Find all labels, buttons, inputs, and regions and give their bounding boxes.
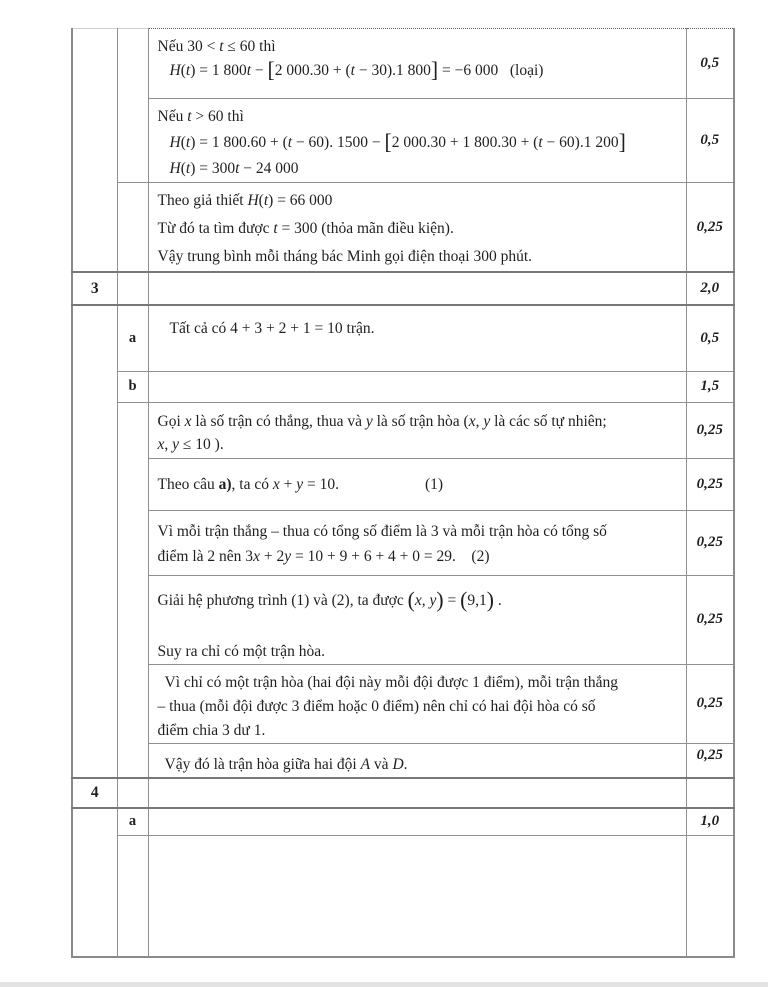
answer-cell-q3b-step6 (148, 743, 686, 778)
points-cell-empty (686, 778, 734, 808)
answer-cell-empty (148, 371, 686, 402)
text-line: Vậy đó là trận hòa giữa hai đội A và D. (164, 755, 408, 773)
points-cell: 0,25 (686, 743, 734, 778)
points-cell: 0,5 (686, 305, 734, 371)
subpart-cell: a (117, 808, 148, 835)
question-number-cell: 4 (72, 778, 117, 808)
points-cell: 0,5 (686, 29, 734, 99)
text-line: điểm chia 3 dư 1. (157, 721, 266, 739)
text-line: – thua (mỗi đội được 3 điểm hoặc 0 điểm) nên chỉ có hai đội hòa có số (157, 697, 596, 715)
answer-cell-q3b-step5 (148, 664, 686, 743)
subpart-cell: b (117, 371, 148, 402)
answer-cell-q3b-step1 (148, 402, 686, 458)
points-cell: 0,25 (686, 402, 734, 458)
subpart-cell-empty (117, 183, 148, 273)
text-line: Giải hệ phương trình (1) và (2), ta được (x, y) = (9,1) . (157, 587, 502, 612)
text-line: Theo câu a), ta có x + y = 10. (1) (157, 475, 444, 493)
text-line: điểm là 2 nên 3x + 2y = 10 + 9 + 6 + 4 + 0 = 29. (2) (157, 547, 490, 565)
answer-cell-empty (148, 808, 686, 835)
answer-cell-empty (148, 778, 686, 808)
text-line: Suy ra chỉ có một trận hòa. (157, 642, 325, 660)
subpart-cell-empty (117, 272, 148, 305)
question-number-cell-empty (72, 808, 117, 957)
answer-cell-q3b-step2 (148, 458, 686, 510)
question-number-cell-empty (72, 29, 117, 273)
text-line: Vậy trung bình mỗi tháng bác Minh gọi điện thoại 300 phút. (157, 248, 533, 265)
answer-cell-q2-conclusion (148, 183, 686, 273)
text-line: Vì chỉ có một trận hòa (hai đội này mỗi đội được 1 điểm), mỗi trận thắng (164, 673, 619, 691)
formula-line: H(t) = 1 800t − [2 000.30 + (t − 30).1 800] = −6 000 (loại) (169, 58, 544, 83)
subpart-cell-empty (117, 402, 148, 778)
points-cell: 1,5 (686, 371, 734, 402)
answer-cell-q3b-step3 (148, 510, 686, 575)
answer-cell-empty (148, 272, 686, 305)
answer-cell-empty (148, 835, 686, 957)
text-line: Vì mỗi trận thắng – thua có tổng số điểm là 3 và mỗi trận hòa có tổng số (157, 522, 607, 540)
text-line: Theo giả thiết H(t) = 66 000 (157, 192, 333, 209)
points-cell: 1,0 (686, 808, 734, 835)
formula-line: H(t) = 1 800.60 + (t − 60). 1500 − [2 000.30 + 1 800.30 + (t − 60).1 200] (169, 130, 626, 155)
question-number-cell: 3 (72, 272, 117, 305)
text-line: x, y ≤ 10 ). (157, 435, 224, 453)
points-cell: 0,25 (686, 664, 734, 743)
answer-cell-q2-case1 (148, 29, 686, 99)
subpart-cell: a (117, 305, 148, 371)
points-cell: 0,25 (686, 575, 734, 664)
points-cell: 0,5 (686, 99, 734, 183)
points-cell: 2,0 (686, 272, 734, 305)
points-cell-empty (686, 835, 734, 957)
points-cell: 0,25 (686, 183, 734, 273)
text-line: Gọi x là số trận có thắng, thua và y là số trận hòa (x, y là các số tự nhiên; (157, 412, 607, 430)
text-line: Từ đó ta tìm được t = 300 (thỏa mãn điều kiện). (157, 220, 454, 237)
answer-cell-q2-case2 (148, 99, 686, 183)
text-line: Nếu 30 < t ≤ 60 thì (157, 38, 276, 55)
question-number-cell-empty (72, 305, 117, 778)
text-line: Tất cả có 4 + 3 + 2 + 1 = 10 trận. (169, 320, 375, 337)
subpart-cell-empty (117, 29, 148, 183)
answer-cell-q3b-step4 (148, 575, 686, 664)
equation-number: (1) (425, 475, 444, 493)
subpart-cell-empty (117, 835, 148, 957)
answer-key-table (71, 28, 735, 958)
bottom-edge-bar (0, 982, 768, 987)
subpart-cell-empty (117, 778, 148, 808)
answer-cell-q3a (148, 305, 686, 371)
text-line: Nếu t > 60 thì (157, 108, 244, 125)
points-cell: 0,25 (686, 458, 734, 510)
points-cell: 0,25 (686, 510, 734, 575)
formula-line: H(t) = 300t − 24 000 (169, 160, 299, 177)
